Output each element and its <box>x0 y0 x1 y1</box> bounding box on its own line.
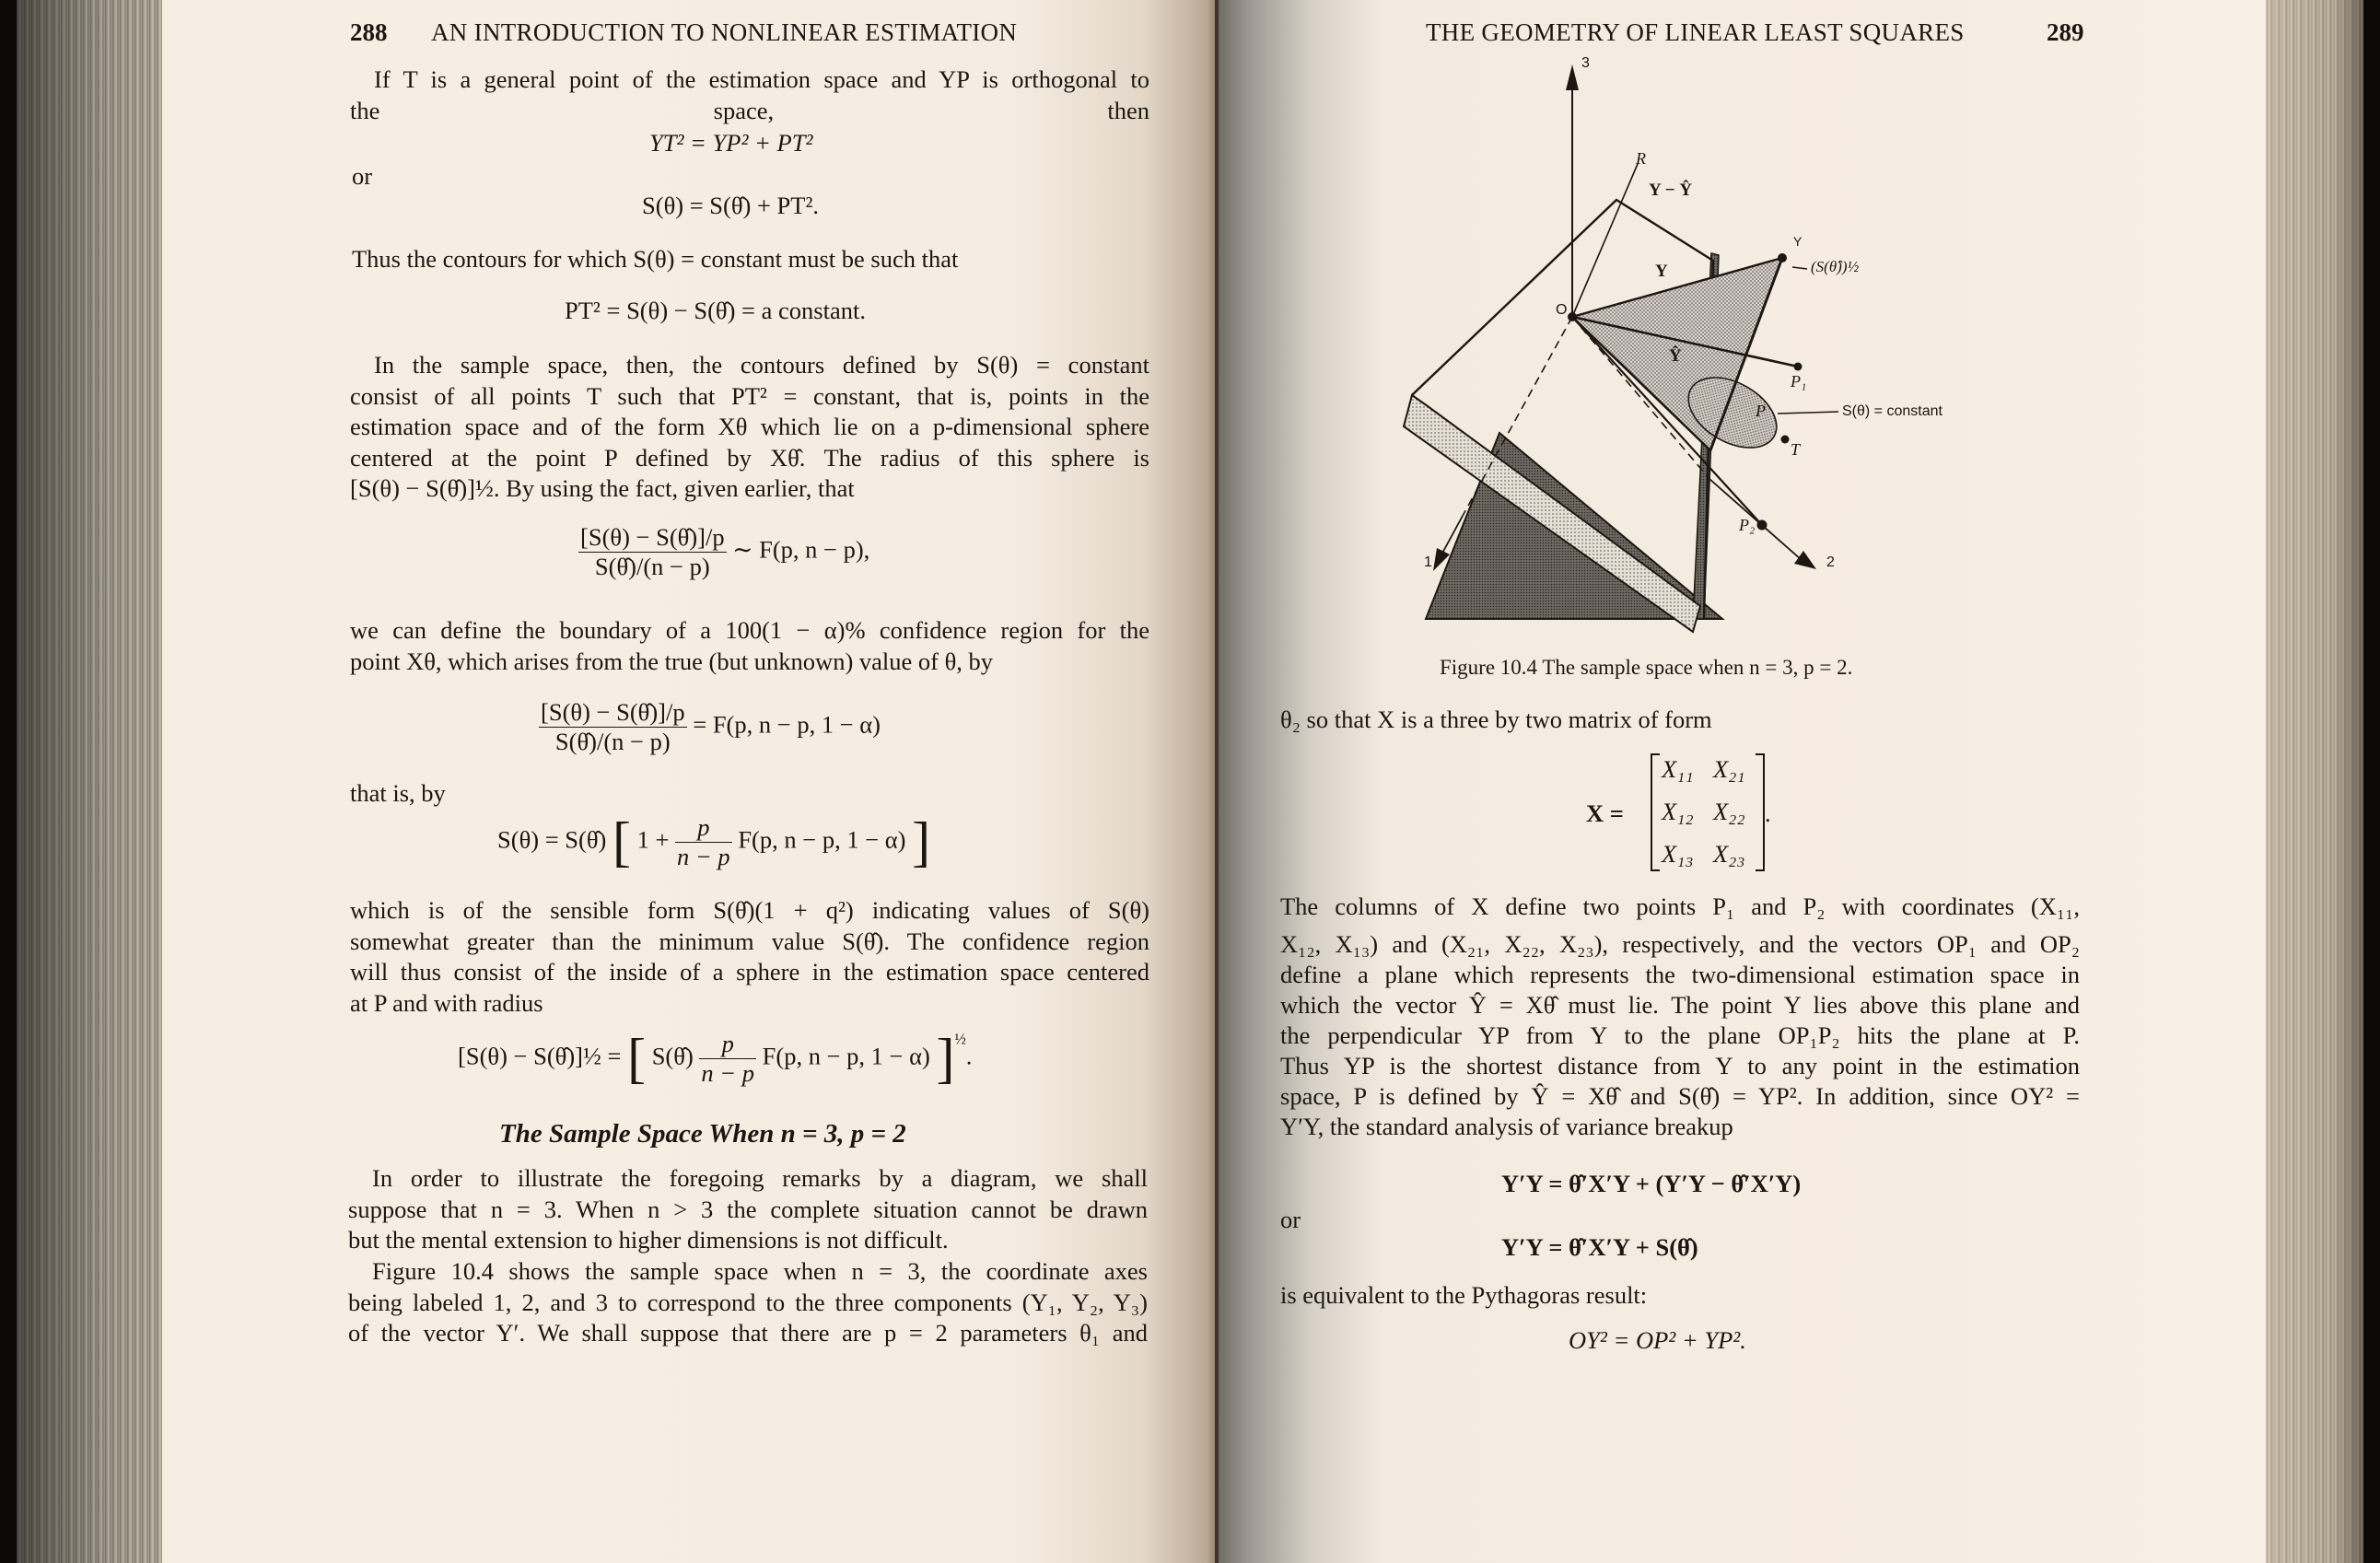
section-heading: The Sample Space When n = 3, p = 2 <box>499 1119 906 1149</box>
point-T <box>1781 436 1790 444</box>
paragraph-r3: is equivalent to the Pythagoras result: <box>1280 1281 1648 1309</box>
paragraph-3: In the sample space, then, the contours defined by S(θ) = constant consist of all points T such that PT² = constant, that is, points in the estimation space and of the form Xθ which lie on a p-dimensional sphere centered at the point P defined by Xθ̂. The radius of this sphere is [S(θ) − S(θ̂)]½. By using the fact, given earlier, that <box>350 351 1149 502</box>
label-T: T <box>1791 440 1801 459</box>
point-Y <box>1778 253 1787 262</box>
matrix-cell: X₂₃ <box>1713 840 1745 868</box>
paragraph-r2: The columns of X define two points P₁ and P₂ with coordinates (X₁₁, X₁₂, X₁₃) and (X₂₁, X₂₂, X₂₃), respectively, and the vectors OP₁ and OP₂ define a plane which represents the two-dimensional estimation space in which the vector Ŷ = Xθ̂ must lie. The point Y lies above this plane and the perpendicular YP from Y to the plane OP₁P₂ hits the plane at P. Thus YP is the shortest distance from Y to any point in the estimation space, P is defined by Ŷ = Xθ̂ and S(θ̂) = YP². In addition, since OY² = Y′Y, the standard analysis of variance breakup <box>1280 892 2080 1140</box>
equation-6: S(θ) = S(θ̂) [ 1 + $\frac{p}{n - p}$ F(p, n − p, 1 − α) ] <box>497 811 931 872</box>
point-O <box>1568 312 1577 321</box>
figure-caption: Figure 10.4 The sample space when n = 3, p = 2. <box>1440 656 1853 679</box>
right-running-head: THE GEOMETRY OF LINEAR LEAST SQUARES <box>1426 18 1965 46</box>
label-residual: Y − Ŷ <box>1649 181 1693 200</box>
equation-1: YT² = YP² + PT² <box>649 129 813 157</box>
label-Y-vector: Y <box>1655 262 1668 281</box>
or-connector-1: or <box>352 162 373 190</box>
left-page-edges-shadow <box>17 0 162 1563</box>
matrix-cell: X₂₁ <box>1713 755 1745 783</box>
label-origin: O <box>1556 302 1568 318</box>
equation-5-fraction: $\frac{[S(\theta) - S(\thetâ)]/p}{S(\thetâ)/(n - p)}$ <box>541 698 685 755</box>
right-page-edges-shadow <box>2266 0 2363 1563</box>
label-R: R <box>1636 149 1646 168</box>
point-P2 <box>1757 520 1768 531</box>
label-contour: S(θ) = constant <box>1842 403 1942 419</box>
equation-5: $\frac{[S(\theta) - S(\thetâ)]/p}{S(\thetâ)/(n - p)}$ = F(p, n − p, 1 − α) <box>541 698 881 755</box>
axis-2 <box>1709 479 1802 560</box>
label-axis-2: 2 <box>1826 554 1835 570</box>
paragraph-7: In order to illustrate the foregoing remarks by a diagram, we shall suppose that n = 3. When n > 3 the complete situation cannot be drawn but the mental extension to higher dimensions is not difficult. <box>348 1164 1148 1254</box>
paragraph-5: that is, by <box>350 779 446 807</box>
equation-7: [S(θ) − S(θ̂)]½ = [ S(θ̂) $\frac{p}{n - p}$ F(p, n − p, 1 − α) ]$^{\frac{1}{2}}$. <box>458 1028 973 1089</box>
matrix-cell: X₂₂ <box>1713 798 1745 825</box>
label-axis-1: 1 <box>1424 554 1432 570</box>
line-OR <box>1572 164 1638 317</box>
matrix-X <box>1651 753 1765 871</box>
figure-10-4-diagram <box>1400 46 1999 636</box>
label-sqrt-S: (S(θ̂))½ <box>1811 258 1860 275</box>
label-axis-3: 3 <box>1581 55 1590 71</box>
right-page-number: 289 <box>2047 18 2084 46</box>
equation-2: S(θ) = S(θ̂) + PT². <box>642 192 820 219</box>
equation-4: $\frac{[S(\theta) - S(\thetâ)]/p}{S(\thetâ)/(n - p)}$ ∼ F(p, n − p), <box>580 523 870 580</box>
equation-r1: Y′Y = θ̂′X′Y + (Y′Y − θ̂′X′Y) <box>1501 1170 1802 1197</box>
paragraph-6: which is of the sensible form S(θ̂)(1 + q²) indicating values of S(θ) somewhat greater than the minimum value S(θ̂). The confidence region will thus consist of the inside of a sphere in the estimation space centered at P and with radius <box>350 896 1149 1017</box>
label-P: P <box>1756 402 1766 420</box>
label-Y-point: Y <box>1793 234 1802 249</box>
label-P2: P₂ <box>1739 516 1756 534</box>
left-page-number: 288 <box>350 18 388 46</box>
point-P1 <box>1794 363 1802 371</box>
book-spine <box>1215 0 1219 1563</box>
equation-4-fraction: $\frac{[S(\theta) - S(\thetâ)]/p}{S(\thetâ)/(n - p)}$ <box>580 523 725 580</box>
or-connector-r1: or <box>1280 1206 1301 1233</box>
matrix-lhs: X = <box>1586 799 1624 827</box>
paragraph-4: we can define the boundary of a 100(1 − α)% confidence region for the point Xθ, which arises from the true (but unknown) value of θ, by <box>350 616 1149 675</box>
equation-r2: Y′Y = θ̂′X′Y + S(θ̂) <box>1501 1233 1698 1261</box>
paragraph-r1: θ₂ so that X is a three by two matrix of form <box>1280 706 1712 733</box>
matrix-cell: X₁₂ <box>1662 798 1694 825</box>
equation-3: PT² = S(θ) − S(θ̂) = a constant. <box>565 297 866 324</box>
paragraph-2: Thus the contours for which S(θ) = constant must be such that <box>352 245 959 273</box>
label-P1: P₁ <box>1791 372 1807 391</box>
paragraph-8: Figure 10.4 shows the sample space when n = 3, the coordinate axes being labeled 1, 2, and 3 to correspond to the three components (Y₁, Y₂, Y₃) of the vector Y′. We shall suppose that there are p = 2 parameters θ₁ and <box>348 1257 1148 1347</box>
axis-3-arrow-icon <box>1566 64 1579 90</box>
left-running-head: AN INTRODUCTION TO NONLINEAR ESTIMATION <box>431 18 1018 46</box>
paragraph-1: If T is a general point of the estimation space and YP is orthogonal to the space, then <box>350 65 1149 124</box>
equation-r3: OY² = OP² + YP². <box>1569 1326 1746 1354</box>
matrix-cell: X₁₁ <box>1662 755 1694 783</box>
matrix-cell: X₁₃ <box>1662 840 1694 868</box>
axis-2-arrow-icon <box>1794 551 1816 569</box>
label-Y-hat: Ŷ <box>1669 346 1682 366</box>
